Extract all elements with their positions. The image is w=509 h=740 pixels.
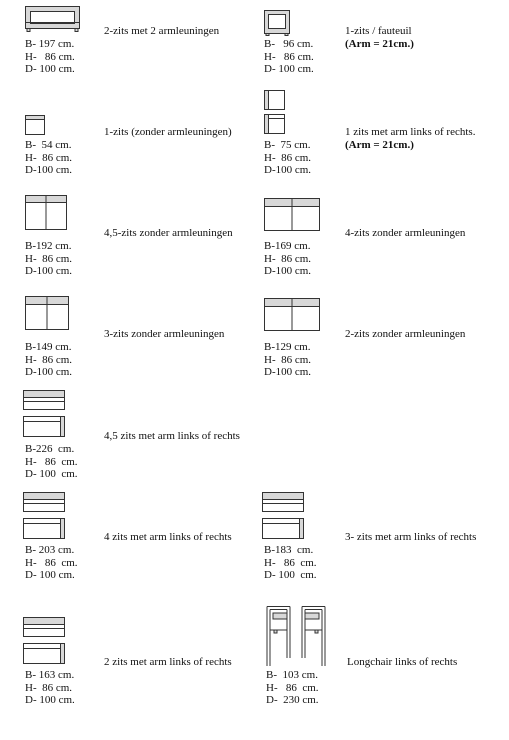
sofa-2-arm-drawing — [23, 617, 67, 667]
product-label: 4 zits met arm links of rechts — [104, 531, 232, 543]
sofa-4-drawing — [264, 198, 320, 232]
product-label: 3- zits met arm links of rechts — [345, 531, 477, 543]
dimensions: B- 203 cm. H- 86 cm. D- 100 cm. — [25, 544, 78, 581]
single-seat-arm-drawing — [264, 90, 286, 136]
product-label: 4,5-zits zonder armleuningen — [104, 227, 233, 239]
single-seat-drawing — [25, 115, 45, 135]
dimensions: B- 75 cm. H- 86 cm. D-100 cm. — [264, 139, 312, 176]
dimensions: B- 103 cm. H- 86 cm. D- 230 cm. — [266, 669, 319, 706]
product-label: 2-zits met 2 armleuningen — [104, 25, 220, 37]
product-label: 1-zits / fauteuil (Arm = 21cm.) — [345, 25, 414, 50]
product-label: 1-zits (zonder armleuningen) — [104, 126, 232, 138]
dimensions: B-129 cm. H- 86 cm. D-100 cm. — [264, 341, 312, 378]
dimensions: B- 54 cm. H- 86 cm. D-100 cm. — [25, 139, 73, 176]
product-label: 2-zits zonder armleuningen — [345, 328, 466, 340]
dimensions: B-226 cm. H- 86 cm. D- 100 cm. — [25, 443, 78, 480]
product-label: 4-zits zonder armleuningen — [345, 227, 466, 239]
dimensions: B-183 cm. H- 86 cm. D- 100 cm. — [264, 544, 317, 581]
sofa-4-arm-drawing — [23, 492, 67, 542]
product-label: 3-zits zonder armleuningen — [104, 328, 225, 340]
sofa-3-drawing — [25, 296, 69, 332]
dimensions: B- 197 cm. H- 86 cm. D- 100 cm. — [25, 38, 75, 75]
longchair-drawing — [264, 606, 328, 668]
sofa-front-drawing — [25, 6, 80, 32]
dimensions: B-192 cm. H- 86 cm. D-100 cm. — [25, 240, 73, 277]
dimensions: B- 163 cm. H- 86 cm. D- 100 cm. — [25, 669, 75, 706]
dimensions: B- 96 cm. H- 86 cm. D- 100 cm. — [264, 38, 314, 75]
product-label: 2 zits met arm links of rechts — [104, 656, 232, 668]
product-label: 1 zits met arm links of rechts. (Arm = 21cm.) — [345, 126, 476, 151]
product-label: Longchair links of rechts — [347, 656, 458, 668]
sofa-3-arm-drawing — [262, 492, 306, 542]
dimensions: B-149 cm. H- 86 cm. D-100 cm. — [25, 341, 73, 378]
dimensions: B-169 cm. H- 86 cm. D-100 cm. — [264, 240, 312, 277]
sofa-2-drawing — [264, 298, 320, 332]
sofa-45-arm-drawing — [23, 390, 67, 440]
sofa-45-drawing — [25, 195, 67, 231]
armchair-drawing — [264, 10, 290, 36]
product-label: 4,5 zits met arm links of rechts — [104, 430, 240, 442]
